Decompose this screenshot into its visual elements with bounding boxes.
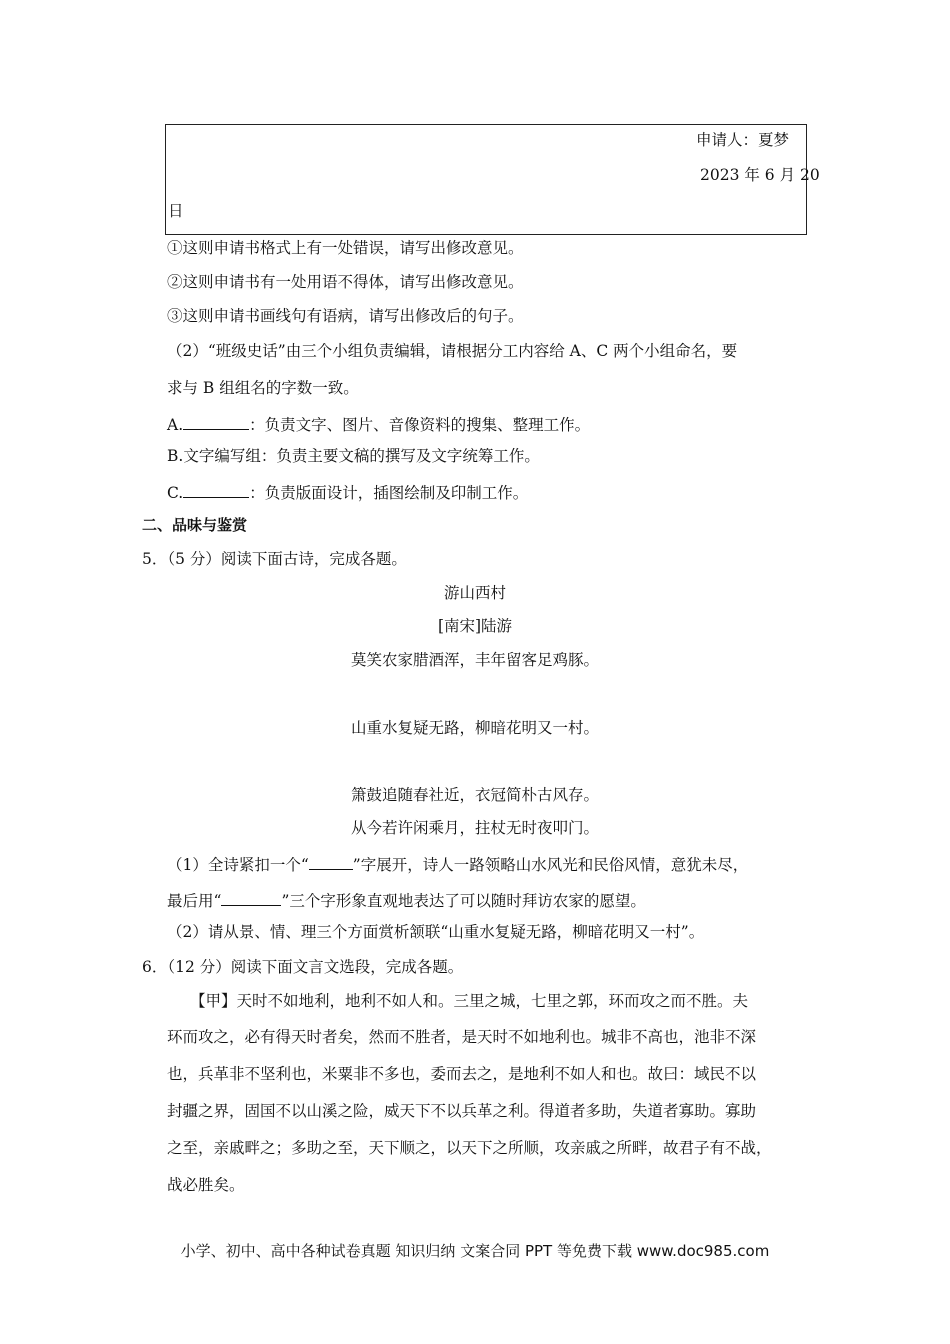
q5-header: 5．（5 分）阅读下面古诗，完成各题。 — [142, 550, 407, 568]
option-c-text: ：负责版面设计，插图绘制及印制工作。 — [249, 484, 529, 502]
q5-sub1-text-d: ”三个字形象直观地表达了可以随时拜访农家的愿望。 — [281, 892, 646, 910]
poem-line-4: 从今若许闲乘月，拄杖无时夜叩门。 — [350, 819, 599, 837]
q5-sub1-text-c: 最后用“ — [167, 892, 222, 910]
q4-item-2: ②这则申请书有一处用语不得体，请写出修改意见。 — [167, 273, 524, 291]
option-c-blank[interactable] — [183, 483, 249, 498]
poem-author: [南宋]陆游 — [437, 617, 513, 635]
passage-line-5: 之至，亲戚畔之；多助之至，天下顺之，以天下之所顺，攻亲戚之所畔，故君子有不战， — [167, 1139, 772, 1157]
letter-date-cont: 日 — [168, 202, 184, 220]
passage-line-2: 环而攻之，必有得天时者矣，然而不胜者，是天时不如地利也。城非不高也，池非不深 — [167, 1028, 757, 1046]
q5-sub1-text-a: （1）全诗紧扣一个“ — [167, 856, 309, 874]
q4-part2-line2: 求与 B 组组名的字数一致。 — [167, 379, 359, 397]
q4-part2-line1: （2）“班级史话”由三个小组负责编辑，请根据分工内容给 A、C 两个小组命名，要 — [167, 342, 738, 360]
page-footer[interactable]: 小学、初中、高中各种试卷真题 知识归纳 文案合同 PPT 等免费下载 www.doc985.com — [180, 1242, 770, 1260]
q4-option-c — [167, 483, 528, 502]
passage-line-6: 战必胜矣。 — [167, 1176, 245, 1194]
passage-line-1: 【甲】天时不如地利，地利不如人和。三里之城，七里之郭，环而攻之而不胜。夫 — [190, 992, 749, 1010]
q5-sub1-blank-1[interactable] — [309, 855, 353, 870]
q5-sub1-blank-2[interactable] — [221, 891, 281, 906]
passage-line-3: 也，兵革非不坚利也，米粟非不多也，委而去之，是地利不如人和也。故曰：域民不以 — [167, 1065, 757, 1083]
poem-title: 游山西村 — [443, 584, 506, 602]
q4-item-3: ③这则申请书画线句有语病，请写出修改后的句子。 — [167, 307, 524, 325]
letter-date: 2023 年 6 月 20 — [700, 166, 820, 184]
option-c-prefix: C. — [167, 484, 184, 502]
section-title: 二、品味与鉴赏 — [142, 516, 248, 534]
poem-line-3: 箫鼓追随春社近，衣冠简朴古风存。 — [350, 786, 599, 804]
q4-option-b: B.文字编写组：负责主要文稿的撰写及文字统筹工作。 — [167, 447, 540, 465]
option-a-prefix: A. — [167, 416, 184, 434]
applicant-signature: 申请人：夏梦 — [696, 131, 790, 149]
q6-header: 6．（12 分）阅读下面文言文选段，完成各题。 — [142, 958, 464, 976]
q4-option-a — [167, 415, 590, 434]
q5-sub2: （2）请从景、情、理三个方面赏析颔联“山重水复疑无路，柳暗花明又一村”。 — [167, 923, 705, 941]
q5-sub1-line1 — [167, 855, 748, 874]
q4-item-1: ①这则申请书格式上有一处错误，请写出修改意见。 — [167, 239, 524, 257]
poem-line-1: 莫笑农家腊酒浑，丰年留客足鸡豚。 — [350, 651, 599, 669]
q5-sub1-line2 — [167, 891, 646, 910]
option-a-text: ：负责文字、图片、音像资料的搜集、整理工作。 — [249, 416, 591, 434]
option-a-blank[interactable] — [183, 415, 249, 430]
q5-sub1-text-b: ”字展开，诗人一路领略山水风光和民俗风情，意犹未尽， — [352, 856, 749, 874]
passage-line-4: 封疆之界，固国不以山溪之险，威天下不以兵革之利。得道者多助，失道者寡助。寡助 — [167, 1102, 757, 1120]
poem-line-2: 山重水复疑无路，柳暗花明又一村。 — [350, 719, 599, 737]
